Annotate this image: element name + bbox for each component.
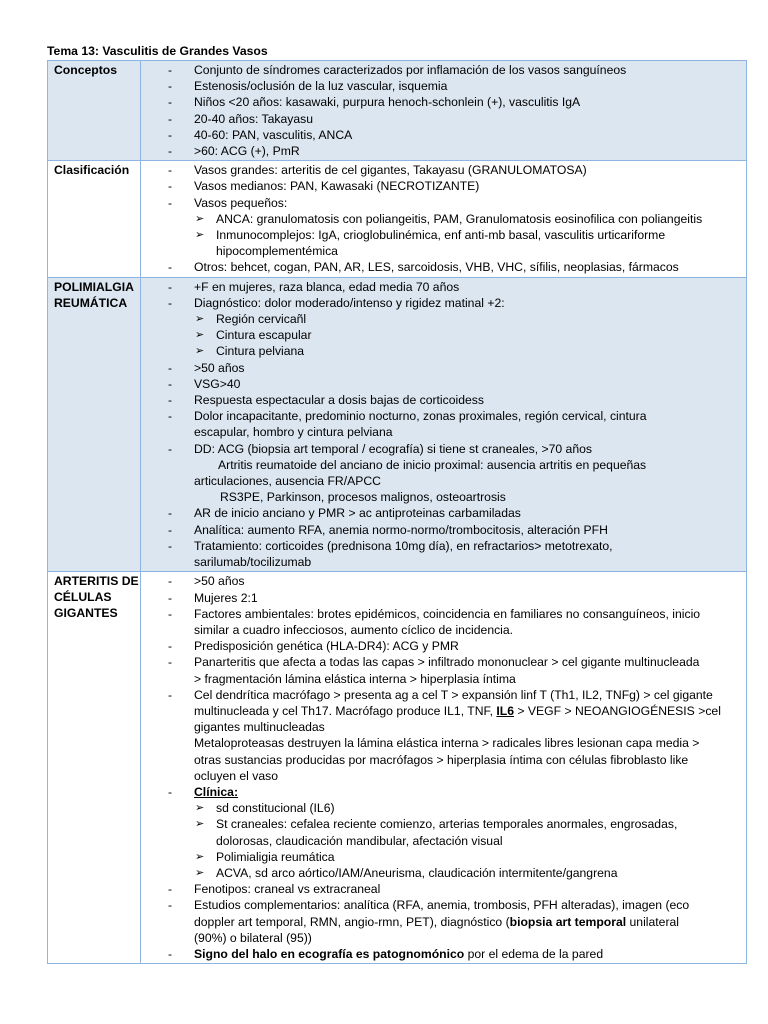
- continuation-line: [141, 833, 742, 849]
- dash-marker: -: [168, 279, 173, 294]
- item-text: gigantes multinucleadas: [194, 720, 325, 735]
- row-label-text: Clasificación: [54, 163, 130, 178]
- arrow-bullet-icon: ➢: [195, 229, 205, 242]
- item-text: ACVA, sd arco aórtico/IAM/Aneurisma, claudicación intermitente/gangrena: [216, 865, 618, 880]
- continuation-line: [141, 243, 742, 259]
- item-text: DD: ACG (biopsia art temporal / ecografía) si tiene st craneales, >70 años: [194, 441, 592, 456]
- list-item: [141, 505, 742, 521]
- list-item: [141, 590, 742, 606]
- item-text: Analítica: aumento RFA, anemia normo-normo/trombocitosis, alteración PFH: [194, 522, 608, 537]
- continuation-line: [141, 914, 742, 930]
- item-text: Dolor incapacitante, predominio nocturno, zonas proximales, región cervical, cintura: [194, 409, 647, 424]
- sub-list-item: [141, 211, 742, 227]
- il6-emphasis: IL6: [496, 703, 514, 718]
- item-text: Respuesta espectacular a dosis bajas de corticoidess: [194, 393, 484, 408]
- continuation-line: [141, 622, 742, 638]
- row-arteritis: [48, 572, 747, 964]
- item-text: sarilumab/tocilizumab: [194, 555, 312, 570]
- list-item: [141, 94, 742, 110]
- continuation-line: [141, 703, 742, 719]
- item-text: unilateral: [626, 914, 679, 929]
- arrow-bullet-icon: ➢: [195, 313, 205, 326]
- list-item: [141, 441, 742, 457]
- dash-marker: -: [168, 882, 173, 897]
- item-text: AR de inicio anciano y PMR > ac antiproteinas carbamiladas: [194, 506, 521, 521]
- dash-marker: -: [168, 360, 173, 375]
- sub-list-item: [141, 865, 742, 881]
- item-text: dolorosas, claudicación mandibular, afectación visual: [216, 833, 503, 848]
- dash-marker: -: [168, 195, 173, 210]
- dash-marker: -: [168, 179, 173, 194]
- item-text: hipocomplementémica: [216, 244, 338, 259]
- item-text: doppler art temporal, RMN, angio-rmn, PET), diagnóstico (: [194, 914, 510, 929]
- dash-marker: -: [168, 590, 173, 605]
- arrow-bullet-icon: ➢: [195, 866, 205, 879]
- list-item: [141, 360, 742, 376]
- continuation-line: [141, 768, 742, 784]
- arrow-bullet-icon: ➢: [195, 212, 205, 225]
- dash-marker: -: [168, 687, 173, 702]
- item-text: Estudios complementarios: analítica (RFA, anemia, trombosis, PFH alteradas), imagen (eco: [194, 898, 690, 913]
- item-text: Vasos medianos: PAN, Kawasaki (NECROTIZANTE): [194, 179, 480, 194]
- item-text: Inmunocomplejos: IgA, crioglobulinémica, enf anti-mb basal, vasculitis urticariforme: [216, 228, 666, 243]
- item-text: Región cervicañl: [216, 312, 307, 327]
- row-label: [48, 161, 141, 277]
- item-text: Vasos grandes: arteritis de cel gigantes, Takayasu (GRANULOMATOSA): [194, 163, 587, 178]
- dash-marker: -: [168, 538, 173, 553]
- item-text: Factores ambientales: brotes epidémicos, coincidencia en familiares no consanguíneos, inicio: [194, 606, 701, 621]
- item-text: Diagnóstico: dolor moderado/intenso y rigidez matinal +2:: [194, 295, 505, 310]
- row-label-text: GIGANTES: [54, 606, 118, 621]
- row-content: [141, 572, 747, 964]
- item-text: St craneales: cefalea reciente comienzo, arterias temporales anormales, engrosadas,: [216, 817, 678, 832]
- document-title: Tema 13: Vasculitis de Grandes Vasos: [47, 44, 268, 58]
- item-text: articulaciones, ausencia FR/APCC: [194, 474, 381, 489]
- dash-marker: -: [168, 506, 173, 521]
- item-text: Estenosis/oclusión de la luz vascular, isquemia: [194, 79, 448, 94]
- continuation-line: [141, 424, 742, 440]
- list-item: [141, 638, 742, 654]
- dash-marker: -: [168, 655, 173, 670]
- item-text: sd constitucional (IL6): [216, 801, 335, 816]
- list-item: [141, 62, 742, 78]
- dash-marker: -: [168, 63, 173, 77]
- dash-marker: -: [168, 898, 173, 913]
- list-item: [141, 259, 742, 275]
- dash-marker: -: [168, 260, 173, 275]
- continuation-line: [141, 735, 742, 751]
- row-polimialgia: [48, 277, 747, 572]
- item-text: RS3PE, Parkinson, procesos malignos, osteoartrosis: [220, 490, 506, 505]
- list-item: [141, 881, 742, 897]
- item-text: Artritis reumatoide del anciano de inicio proximal: ausencia artritis en pequeñas: [218, 457, 647, 472]
- row-clasificacion: [48, 161, 747, 277]
- item-text: Fenotipos: craneal vs extracraneal: [194, 882, 381, 897]
- dash-marker: -: [168, 606, 173, 621]
- sub-list-item: [141, 327, 742, 343]
- dash-marker: -: [168, 441, 173, 456]
- item-text: Conjunto de síndromes caracterizados por inflamación de los vasos sanguíneos: [194, 63, 627, 77]
- list-item: [141, 522, 742, 538]
- list-item: [141, 295, 742, 311]
- row-label-text: Conceptos: [54, 63, 117, 77]
- row-label: [48, 572, 141, 964]
- list-item: [141, 687, 742, 703]
- item-text: escapular, hombro y cintura pelviana: [194, 425, 393, 440]
- sub-list-item: [141, 800, 742, 816]
- item-text: ANCA: granulomatosis con poliangeitis, PAM, Granulomatosis eosinofilica con poliangeitis: [216, 211, 703, 226]
- item-text: > fragmentación lámina elástica interna > hiperplasia íntima: [194, 671, 516, 686]
- dash-marker: -: [168, 163, 173, 178]
- dash-marker: -: [168, 574, 173, 589]
- list-item: [141, 143, 742, 159]
- list-item: [141, 654, 742, 670]
- list-item: [141, 408, 742, 424]
- item-text: Vasos pequeños:: [194, 195, 288, 210]
- list-item: [141, 178, 742, 194]
- dash-marker: -: [168, 295, 173, 310]
- item-text: Mujeres 2:1: [194, 590, 258, 605]
- dash-marker: -: [168, 144, 173, 159]
- item-text: >50 años: [194, 360, 245, 375]
- continuation-line: [141, 457, 742, 473]
- arrow-bullet-icon: ➢: [195, 802, 205, 815]
- item-text: ocluyen el vaso: [194, 768, 279, 783]
- item-text: 20-40 años: Takayasu: [194, 111, 314, 126]
- dash-marker: -: [168, 946, 173, 961]
- list-item: [141, 195, 742, 211]
- continuation-line: [141, 930, 742, 946]
- item-text: Tratamiento: corticoides (prednisona 10mg día), en refractarios> metotrexato,: [194, 538, 613, 553]
- item-text: otras sustancias producidas por macrófagos > hiperplasia íntima con células fibroblasto like: [194, 752, 689, 767]
- row-content: [141, 61, 747, 161]
- list-item: [141, 897, 742, 913]
- list-item: [141, 946, 742, 962]
- list-item: [141, 392, 742, 408]
- item-text: Cintura escapular: [216, 328, 312, 343]
- continuation-line: [141, 473, 742, 489]
- dash-marker: -: [168, 393, 173, 408]
- item-text: > VEGF > NEOANGIOGÉNESIS >cel: [513, 703, 721, 718]
- item-text: Panarteritis que afecta a todas las capas > infiltrado mononuclear > cel gigante multinucleada: [194, 655, 700, 670]
- dash-marker: -: [168, 639, 173, 654]
- list-item: [141, 573, 742, 589]
- row-content: [141, 161, 747, 277]
- item-text: (90%) o bilateral (95)): [194, 930, 312, 945]
- dash-marker: -: [168, 522, 173, 537]
- list-item: [141, 111, 742, 127]
- list-item: [141, 78, 742, 94]
- arrow-bullet-icon: ➢: [195, 329, 205, 342]
- row-label: [48, 277, 141, 572]
- dash-marker: -: [168, 95, 173, 110]
- continuation-line: [141, 554, 742, 570]
- dash-marker: -: [168, 79, 173, 94]
- vasculitis-table: [47, 60, 747, 964]
- continuation-line: [141, 719, 742, 735]
- clinica-heading: Clínica:: [194, 784, 239, 799]
- list-item: [141, 538, 742, 554]
- item-text: Predisposición genética (HLA-DR4): ACG y PMR: [194, 639, 459, 654]
- row-conceptos: [48, 61, 747, 161]
- item-text: Polimialigia reumática: [216, 849, 335, 864]
- arrow-bullet-icon: ➢: [195, 818, 205, 831]
- item-text: VSG>40: [194, 376, 241, 391]
- dash-marker: -: [168, 127, 173, 142]
- sub-list-item: [141, 816, 742, 832]
- item-text: >50 años: [194, 574, 245, 589]
- row-label-text: REUMÁTICA: [54, 295, 128, 310]
- document-page: [47, 43, 746, 964]
- row-label: [48, 61, 141, 161]
- biopsia-emphasis: biopsia art temporal: [509, 914, 627, 929]
- sub-list-item: [141, 849, 742, 865]
- halo-emphasis: Signo del halo en ecografía es patognomónico: [194, 946, 465, 961]
- item-text: 40-60: PAN, vasculitis, ANCA: [194, 127, 353, 142]
- item-text: Metaloproteasas destruyen la lámina elástica interna > radicales libres lesionan capa media >: [194, 736, 700, 751]
- item-text: Niños <20 años: kasawaki, purpura henoch-schonlein (+), vasculitis IgA: [194, 95, 581, 110]
- row-content: [141, 277, 747, 572]
- list-item: [141, 162, 742, 178]
- item-text: Otros: behcet, cogan, PAN, AR, LES, sarcoidosis, VHB, VHC, sífilis, neoplasias, fármacos: [194, 260, 679, 275]
- sub-list-item: [141, 343, 742, 359]
- item-text: multinucleada y cel Th17. Macrófago produce IL1, TNF,: [194, 703, 497, 718]
- list-item: [141, 376, 742, 392]
- list-item: [141, 606, 742, 622]
- dash-marker: -: [168, 376, 173, 391]
- list-item: [141, 127, 742, 143]
- dash-marker: -: [168, 111, 173, 126]
- item-text: >60: ACG (+), PmR: [194, 144, 300, 159]
- sub-list-item: [141, 227, 742, 243]
- item-text: Cintura pelviana: [216, 344, 305, 359]
- item-text: similar a cuadro infecciosos, aumento cíclico de incidencia.: [194, 622, 514, 637]
- continuation-line: [141, 752, 742, 768]
- row-label-text: ARTERITIS DE: [54, 574, 139, 589]
- list-item: [141, 784, 742, 800]
- arrow-bullet-icon: ➢: [195, 345, 205, 358]
- item-text: por el edema de la pared: [464, 946, 604, 961]
- row-label-text: CÉLULAS: [54, 590, 112, 605]
- dash-marker: -: [168, 784, 173, 799]
- sub-list-item: [141, 311, 742, 327]
- continuation-line: [141, 489, 742, 505]
- list-item: [141, 279, 742, 295]
- row-label-text: POLIMIALGIA: [54, 279, 134, 294]
- arrow-bullet-icon: ➢: [195, 850, 205, 863]
- item-text: Cel dendrítica macrófago > presenta ag a cel T > expansión linf T (Th1, IL2, TNFg) > cel gigante: [194, 687, 713, 702]
- continuation-line: [141, 671, 742, 687]
- item-text: +F en mujeres, raza blanca, edad media 70 años: [194, 279, 460, 294]
- dash-marker: -: [168, 409, 173, 424]
